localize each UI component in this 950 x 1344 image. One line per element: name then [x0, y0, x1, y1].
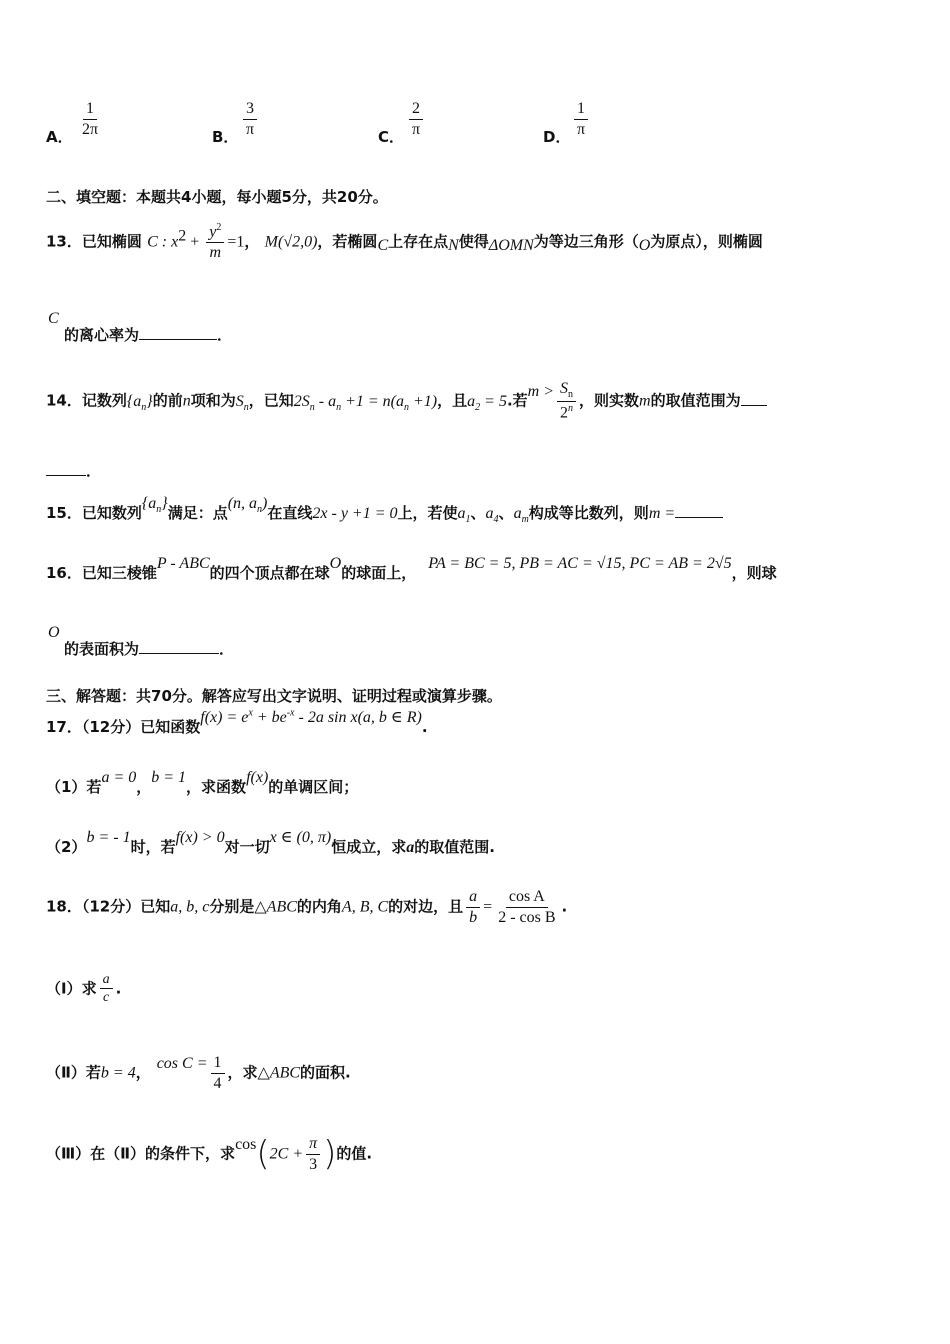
q17-p2-x: x ∈ (0, π) — [269, 829, 332, 846]
q13-text-1: 已知椭圆 — [81, 232, 142, 251]
q18-p1-fraction: $\frac{a}{c}$ — [100, 972, 113, 1006]
question-17-part-1 — [46, 769, 359, 797]
q18-p3-left-paren: ( — [256, 1134, 270, 1174]
q13-text-2: ， — [244, 232, 260, 251]
option-b-label: B． — [212, 128, 239, 146]
question-18-part-3 — [46, 1134, 372, 1174]
q15-text-2: 满足：点 — [167, 504, 228, 522]
option-b-fraction — [243, 100, 257, 138]
q14-text-4: ，已知 — [248, 391, 294, 410]
option-a-label: A． — [46, 128, 73, 146]
section-3-heading: 三、解答题：共70分。解答应写出文字说明、证明过程或演算步骤。 — [46, 687, 502, 705]
q18-p3-cos: cos — [235, 1135, 257, 1153]
question-16-cont — [46, 624, 235, 658]
q17-p1-sep: ， — [136, 778, 152, 796]
q17-p2-b: b = - 1 — [86, 829, 131, 846]
q14-a2: $a_2 = 5$ — [467, 392, 507, 413]
q13-ellipse-lhs: C : x — [147, 233, 179, 251]
question-13: 13．已知椭圆 C : $x^2$ + $\frac{y^2}{m}$ =1， M(√2,0)，若椭圆C上存在点N使得ΔOMN为等边三角形（O为原点），则椭圆 — [46, 222, 763, 261]
q18-triangle: △ABC — [254, 898, 297, 916]
section-2-heading: 二、填空题：本题共4小题，每小题5分，共20分。 — [46, 188, 388, 206]
option-a-fraction — [79, 100, 101, 138]
q15-a4: $a_4$ — [485, 505, 499, 526]
q18-text-3: 的对边，且 — [388, 897, 464, 916]
q18-p3-fraction: $\frac{\pi}{3}$ — [306, 1135, 320, 1173]
q14-text-8: 的取值范围为 — [650, 391, 741, 410]
q15-line: 2x - y +1 = 0 — [312, 505, 398, 522]
q13-text-8: 的离心率为 — [64, 326, 140, 344]
q14-text-7: ，则实数 — [579, 391, 640, 410]
q18-p2-b: b = 4 — [100, 1064, 136, 1082]
q14-text-2: 的前 — [152, 391, 183, 410]
q18-p2-triangle: △ABC — [257, 1064, 301, 1082]
q18-p3-inner: 2C + — [269, 1145, 304, 1163]
q17-function: $f(x) = e^x + be^{-x} - 2a$ sin x(a, b ∈ R) — [200, 707, 422, 726]
question-15 — [46, 495, 723, 526]
q15-a1: $a_1$ — [457, 505, 471, 526]
q13-text-5: 使得 — [458, 232, 489, 251]
question-18 — [46, 888, 567, 926]
q17-p2-a: a — [406, 839, 415, 856]
q18-p2-label: （Ⅱ）若 — [46, 1063, 101, 1082]
q14-m-gt: m > — [527, 382, 554, 400]
option-c-den: π — [412, 120, 421, 138]
question-17 — [46, 707, 428, 737]
q18-number: 18． — [46, 897, 82, 916]
q17-p1-a: a = 0 — [101, 769, 137, 786]
q17-p1-f: f(x) — [246, 769, 269, 786]
q18-text-1: 分别是 — [209, 897, 255, 916]
q13-c2: C — [48, 310, 59, 327]
q15-seq: $\{a_n\}$ — [141, 495, 168, 516]
q13-c1: C — [377, 237, 389, 255]
q13-text-6: 为等边三角形（ — [533, 232, 639, 251]
q14-n: n — [182, 392, 191, 410]
option-b-num: 3 — [243, 100, 257, 120]
q13-o: O — [638, 237, 651, 255]
q17-p1-label: （1）若 — [46, 778, 102, 796]
q17-p2-text-2: 对一切 — [224, 838, 270, 856]
q15-sep-2: 、 — [498, 504, 514, 522]
q15-point: (n, $a_n$) — [227, 495, 268, 516]
q14-equation: $2S_n - a_n +1 = n(a_n +1)$ — [293, 392, 438, 413]
q16-text-2: 的四个顶点都在球 — [209, 564, 330, 582]
q17-p1-text: ，求函数 — [186, 778, 247, 796]
q17-p2-text-3: 恒成立，求 — [331, 838, 407, 856]
q15-text-4: 上，若使 — [397, 504, 458, 522]
q13-text-3: ，若椭圆 — [317, 232, 378, 251]
q13-ellipse-den: m — [209, 243, 222, 261]
q15-text-5: 构成等比数列，则 — [528, 504, 649, 522]
q15-m-eq: m = — [648, 505, 676, 522]
q18-score: （12分）已知 — [81, 897, 171, 916]
q16-text-5: 的表面积为 — [64, 640, 140, 658]
q13-triangle: ΔOMN — [488, 237, 534, 255]
q15-text-1: 已知数列 — [81, 504, 142, 522]
q17-p2-f: f(x) > 0 — [175, 829, 225, 846]
q13-ellipse-rhs: =1 — [227, 233, 245, 251]
q14-m: m — [639, 392, 651, 410]
option-d-label: D． — [543, 128, 571, 146]
q18-left-fraction: $\frac{a}{b}$ — [466, 888, 480, 926]
q16-text-4: ，则球 — [731, 564, 777, 582]
question-16 — [46, 555, 777, 583]
q14-text-5: ，且 — [437, 391, 468, 410]
q13-n: N — [448, 237, 459, 255]
option-d-den: π — [577, 120, 586, 138]
question-14 — [46, 380, 767, 422]
q14-fraction: $\frac{S_n}{2^n}$ — [557, 380, 576, 422]
q16-o2: O — [48, 624, 60, 641]
q13-text-9: ． — [217, 326, 233, 344]
q15-number: 15． — [46, 504, 82, 522]
q17-number: 17． — [46, 718, 82, 736]
q17-p2-label: （2） — [46, 838, 87, 856]
q15-sep-1: 、 — [470, 504, 486, 522]
q15-text-3: 在直线 — [267, 504, 313, 522]
q14-text-9: ． — [86, 462, 102, 480]
q16-text-1: 已知三棱锥 — [81, 564, 157, 582]
q18-p1-label: （Ⅰ）求 — [46, 979, 97, 998]
q18-p3-end: 的值. — [336, 1144, 373, 1163]
q18-p1-end: . — [115, 979, 122, 998]
question-13-cont — [46, 310, 233, 344]
q18-text-2: 的内角 — [296, 897, 342, 916]
q14-answer-blank — [741, 391, 767, 406]
q17-p1-b: b = 1 — [151, 769, 187, 786]
q16-answer-blank — [139, 639, 219, 654]
q13-number: 13． — [46, 232, 82, 251]
q18-angles: A, B, C — [341, 898, 389, 916]
q18-abc: a, b, c — [170, 898, 210, 916]
question-14-cont — [46, 460, 101, 481]
q13-answer-blank — [139, 325, 217, 340]
q13-ellipse-fraction: $\frac{y^2}{m}$ — [206, 222, 224, 262]
option-c-num: 2 — [409, 100, 423, 120]
q18-equals: = — [483, 898, 493, 916]
q16-pabc: P - ABC — [156, 555, 210, 572]
q16-conditions: PA = BC = 5, PB = AC = √15, PC = AB = 2√5 — [428, 555, 732, 572]
q14-answer-blank-cont — [46, 461, 86, 476]
q17-score: （12分）已知函数 — [81, 718, 201, 736]
q14-text-3: 项和为 — [190, 391, 236, 410]
q18-p3-label: （Ⅲ）在（Ⅱ）的条件下，求 — [46, 1144, 236, 1163]
q16-text-3: 的球面上， — [341, 564, 417, 582]
q18-p3-right-paren: ) — [323, 1134, 337, 1174]
q18-p2-cos: cos C = — [156, 1054, 208, 1072]
q13-point-m: M(√2,0) — [264, 233, 318, 251]
q14-sn: $S_n$ — [235, 392, 249, 413]
q18-end: . — [561, 897, 568, 916]
option-c-fraction — [409, 100, 423, 138]
option-a-den: 2π — [82, 120, 99, 138]
question-18-part-2 — [46, 1054, 351, 1092]
q17-p1-end: 的单调区间； — [268, 778, 359, 796]
option-b-den: π — [246, 120, 255, 138]
q18-p2-end: 的面积. — [300, 1063, 351, 1082]
q18-right-fraction: $\frac{\text{cos A}}{\text{2 - cos B}}$ — [498, 888, 556, 926]
option-d-num: 1 — [574, 100, 588, 120]
q13-text-7: 为原点），则椭圆 — [650, 232, 763, 251]
q16-o: O — [329, 555, 342, 572]
option-c-label: C． — [378, 128, 405, 146]
option-d-fraction — [574, 100, 588, 138]
q14-number: 14． — [46, 391, 82, 410]
option-a-num: 1 — [83, 100, 97, 120]
q14-text-6: .若 — [506, 391, 528, 410]
question-17-part-2 — [46, 829, 495, 857]
q18-p2-sep: ， — [135, 1063, 151, 1082]
q13-text-4: 上存在点 — [388, 232, 449, 251]
question-18-part-1 — [46, 972, 121, 1006]
q15-am: $a_m$ — [513, 505, 529, 526]
q18-p2-fraction: $\frac{1}{4}$ — [211, 1054, 225, 1092]
q17-p2-end: 的取值范围. — [414, 838, 495, 856]
q16-text-6: ． — [219, 640, 235, 658]
q17-end: . — [421, 718, 428, 736]
q14-text-1: 记数列 — [81, 391, 127, 410]
q14-seq: $\{a_n\}$ — [126, 392, 153, 413]
q18-p2-text: ，求 — [227, 1063, 258, 1082]
q17-p2-text-1: 时，若 — [130, 838, 176, 856]
q15-answer-blank — [675, 503, 723, 518]
q16-number: 16． — [46, 564, 82, 582]
q13-ellipse-num: y — [209, 223, 217, 241]
